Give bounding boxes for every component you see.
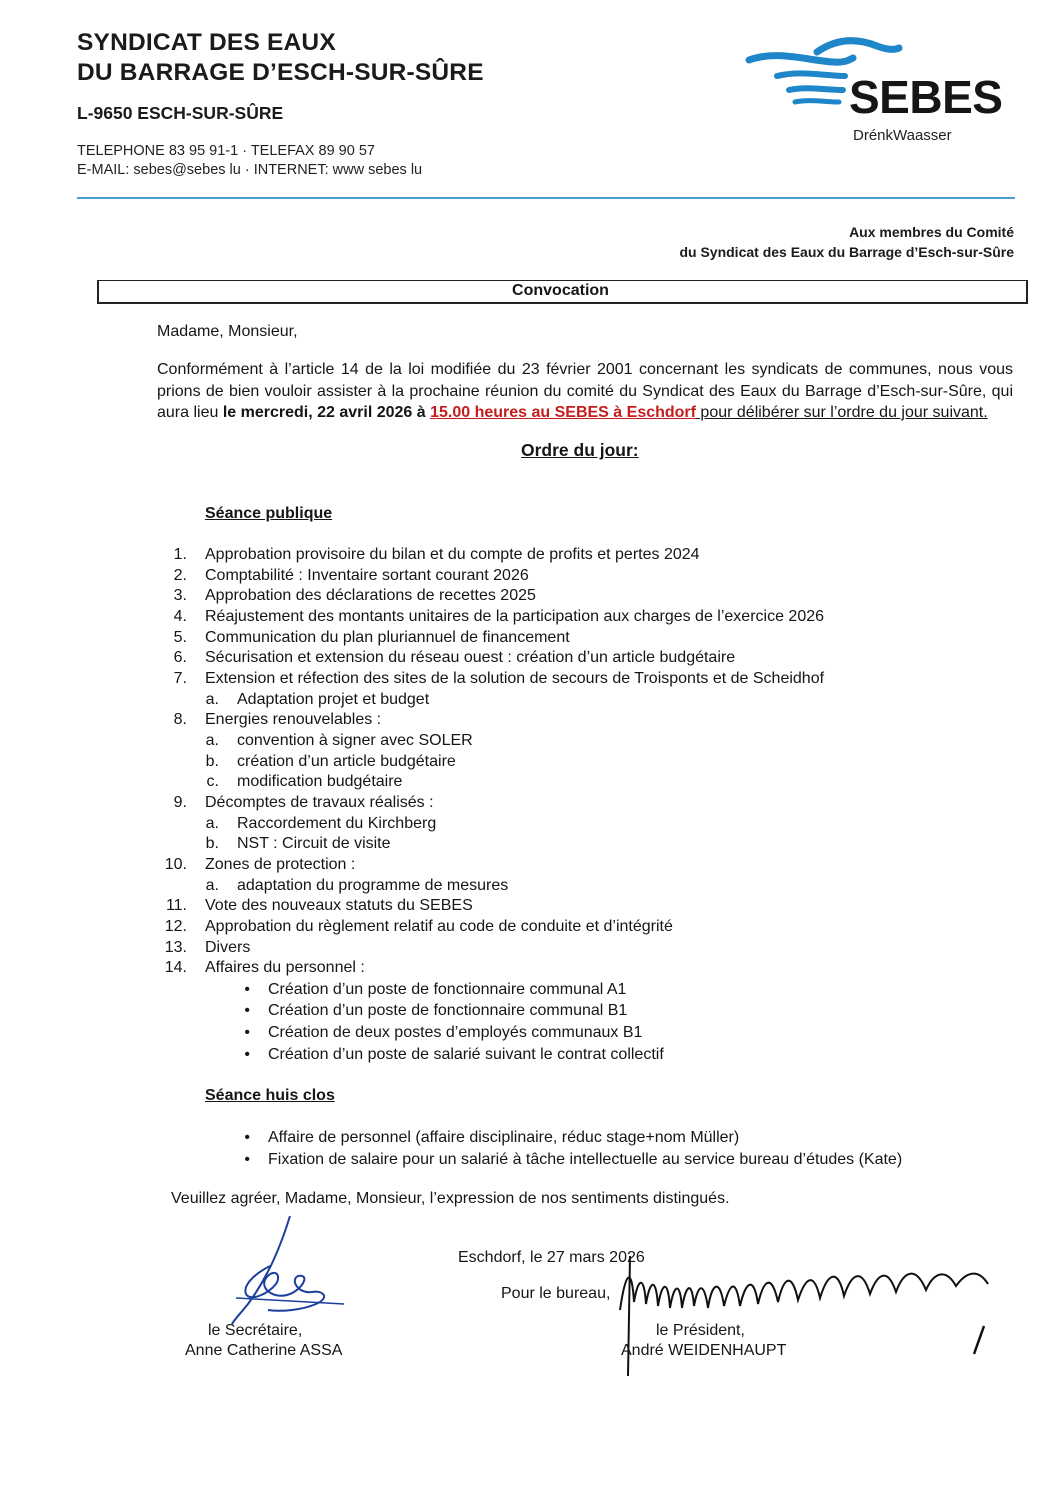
header-divider: [77, 197, 1015, 199]
organization-name: [77, 28, 484, 88]
agenda-title: Ordre du jour:: [521, 440, 639, 460]
meeting-date: le mercredi, 22 avril 2026 à: [222, 404, 426, 421]
president-name: André WEIDENHAUPT: [621, 1342, 787, 1359]
body-text-part2: pour délibérer sur l’ordre du jour suivant.: [695, 404, 988, 421]
closing-formula: Veuillez agréer, Madame, Monsieur, l’expression de nos sentiments distingués.: [171, 1190, 730, 1207]
contact-email-web: E-MAIL: sebes@sebes lu · INTERNET: www sebes lu: [77, 162, 423, 178]
president-title: le Président,: [656, 1322, 745, 1339]
meeting-time-place: 15.00 heures au SEBES à Eschdorf: [430, 404, 696, 421]
president-signature-icon: [612, 1248, 1002, 1380]
organization-name-line2: DU BARRAGE D’ESCH-SUR-SÛRE: [77, 59, 484, 86]
recipient-line1: Aux membres du Comité: [849, 224, 1014, 240]
recipient-line2: du Syndicat des Eaux du Barrage d’Esch-sur-Sûre: [679, 244, 1014, 260]
secretary-title: le Secrétaire,: [208, 1322, 303, 1339]
body-text-part1: Conformément à l’article 14 de la loi modifiée du 23 février 2001 concernant les syndicats de communes, nous vous prions de bien vouloir assister à la prochaine réunion du comité du Syndicat des Eaux du Barrage d’Esch-sur-Sûre, qui aura lieu: [157, 361, 1013, 421]
public-session-title: Séance publique: [205, 505, 333, 522]
salutation: Madame, Monsieur,: [157, 323, 298, 340]
logo-tagline: DrénkWaasser: [853, 127, 952, 144]
secretary-name: Anne Catherine ASSA: [185, 1342, 343, 1359]
organization-name-line1: SYNDICAT DES EAUX: [77, 29, 336, 56]
organization-address: L-9650 ESCH-SUR-SÛRE: [77, 103, 284, 123]
logo-wordmark: SEBES: [849, 71, 1003, 123]
body-paragraph: [157, 359, 1013, 424]
for-the-bureau: Pour le bureau,: [501, 1285, 611, 1302]
place-and-date: Eschdorf, le 27 mars 2026: [458, 1249, 645, 1266]
subject-title: Convocation: [512, 282, 609, 299]
secretary-signature-icon: [212, 1212, 352, 1332]
contact-phone-fax: TELEPHONE 83 95 91-1 · TELEFAX 89 90 57: [77, 143, 375, 159]
closed-session-title: Séance huis clos: [205, 1087, 335, 1104]
